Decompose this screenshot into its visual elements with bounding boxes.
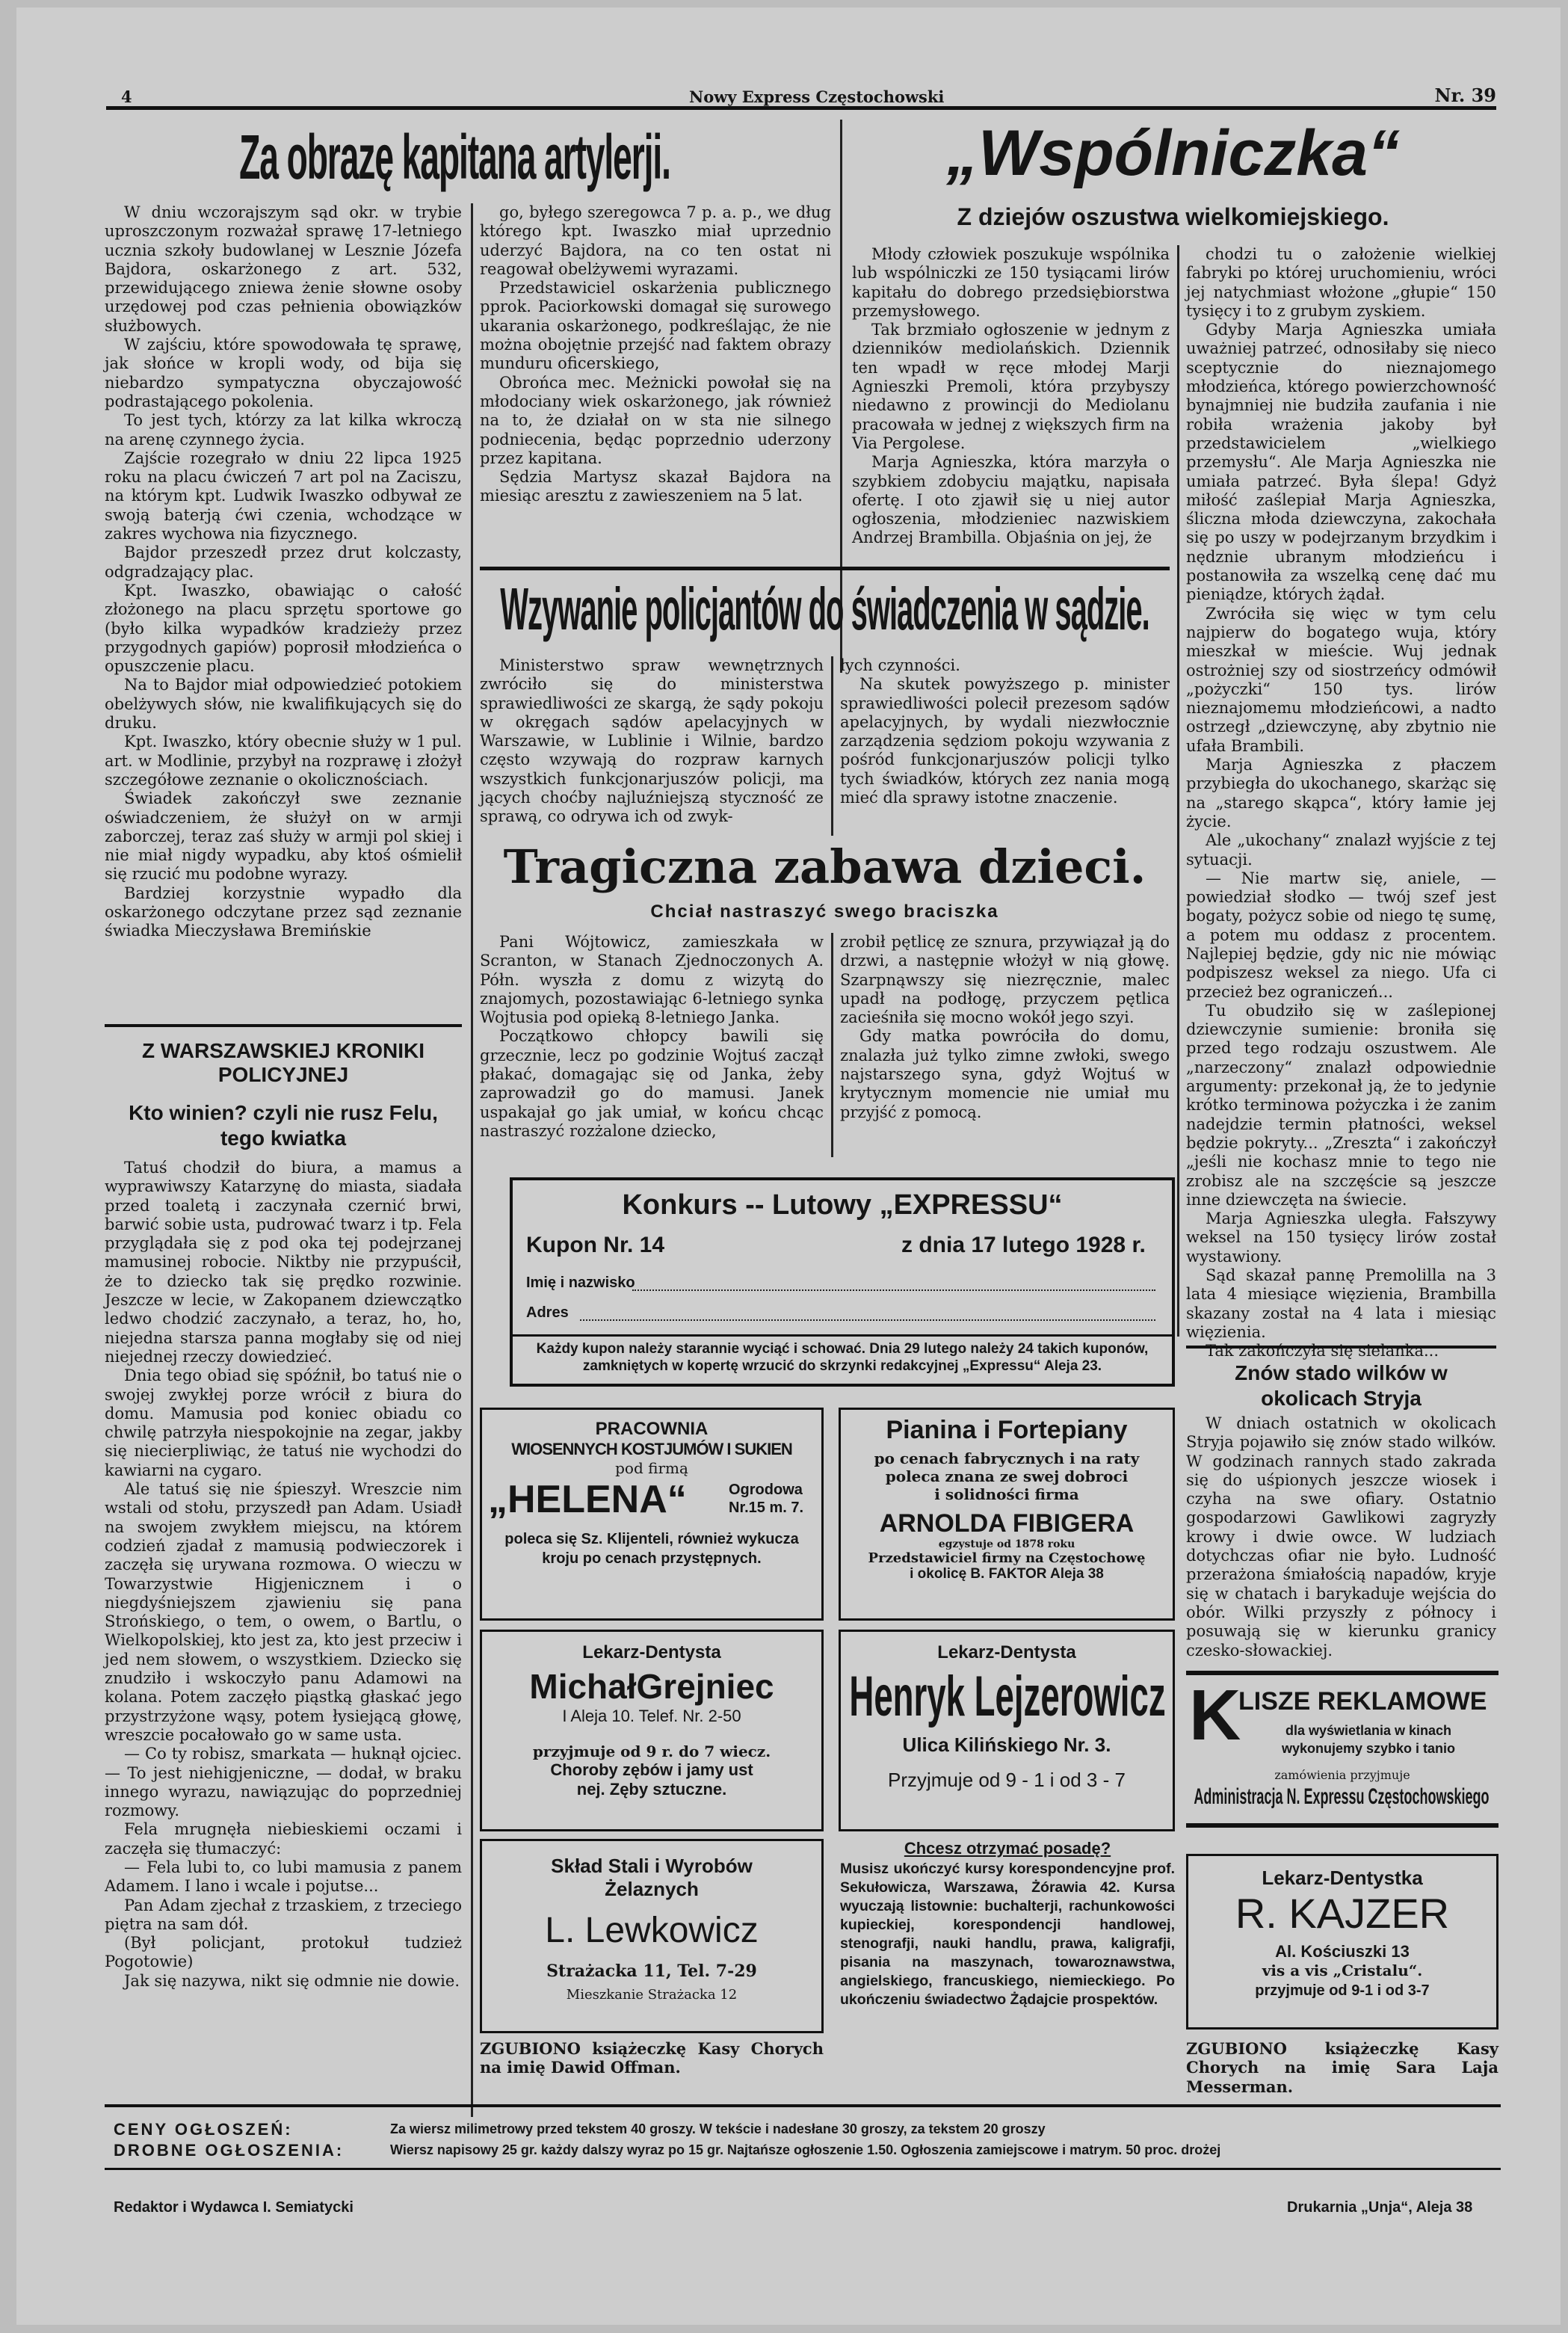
ad-pianina [839, 1408, 1175, 1621]
art5-headline: Tragiczna zabawa dzieci. [503, 839, 1146, 894]
paragraph: Ale „ukochany“ znalazł wyjście z tej sytuacji. [1186, 831, 1496, 869]
paragraph: Bardziej korzystnie wypadło dla oskarżonego odczytane przez sąd zeznanie świadka Mieczysława Bremińskie [105, 884, 462, 940]
ad-lejzerowicz [839, 1630, 1175, 1831]
ad-line: po cenach fabrycznych i na raty [874, 1449, 1140, 1467]
column-divider [1177, 245, 1179, 1337]
art5-column-2 [840, 933, 1170, 1122]
paragraph: Na to Bajdor miał odpowiedzieć potokiem obelżywych słów, nie kwalifikujących się do druku. [105, 676, 462, 733]
paragraph: Gdyby Marja Agnieszka umiała uważniej patrzeć, odnosiłaby się nieco sceptycznie do nieznajomego młodzieńca, którego powierzchowność bynajmniej nie budziła zaufania i nie robiła wrażenia jakoby był przedstawicielem „wielkiego przemysłu“. Ale Marja Agnieszka nie umiała patrzeć. Była ślepa! Gdyż miłość zaślepiał Marja Agnieszka, śliczna młoda dziewczyna, zakochała się po uszy w podejrzanym brzydkim i nędznie ubranym młodzieńcu i postanowiła za wszelką cenę dać mu pieniądze, których żądał. [1186, 321, 1496, 604]
paragraph: W dniu wczorajszym sąd okr. w trybie uproszczonym rozważał sprawę 17-letniego ucznia szkoły budowlanej w Lesznie Józefa Bajdora, oskarżonego z art. 532, przewidującego zniewa żenie słowne osoby urzędowej pod czas pełnienia obowiązków służbowych. [105, 203, 462, 335]
paragraph: chodzi tu o założenie wielkiej fabryki po której uruchomieniu, wróci jej natychmiast włożone „głupie“ 150 tysięcy i to z grubym zyskiem. [1186, 245, 1496, 320]
paragraph: Pani Wójtowicz, zamieszkała w Scranton, w Stanach Zjednoczonych A. Półn. wyszła z domu z wizytą do znajomych, pozostawiając 6-letniego synka Wojtusia pod opieką 8-letniego Janka. [480, 933, 824, 1027]
paragraph: Ministerstwo spraw wewnętrznych zwróciło się do ministerstwa sprawiedliwości ze skargą, że sądy pokoju w okręgach sądów apelacyjnych w Warszawie, w Lublinie i Wilnie, bardzo często wzywają do rozpraw karnych wszystkich funkcjonarjuszów policji, ma jących choćby najluźniejszą styczność ze sprawą, co odrywa ich od zwyk- [480, 656, 824, 826]
paragraph: Przedstawiciel oskarżenia publicznego pprok. Paciorkowski domagał się surowego ukarania oskarżonego, podkreślając, że nie można obojętnie przejść nad faktem obrazy munduru oficerskiego, [480, 279, 831, 373]
ad-address: Al. Kościuszki 13 [1275, 1942, 1410, 1961]
ad-line: Choroby zębów i jamy ust [550, 1760, 753, 1779]
art3-column-2 [1186, 245, 1496, 1361]
section-rule [105, 1024, 462, 1027]
art2-title: Z WARSZAWSKIEJ KRONIKI POLICYJNEJ [141, 1039, 425, 1086]
ad-hours: przyjmuje od 9 r. do 7 wiecz. [532, 1742, 771, 1760]
column-divider [831, 933, 833, 1157]
ad-line: WIOSENNYCH KOSTJUMÓW I SUKIEN [511, 1440, 792, 1458]
art5-subtitle: Chciał nastraszyć swego braciszka [650, 902, 999, 922]
ad-kajzer [1186, 1854, 1498, 2030]
paragraph: Kpt. Iwaszko, obawiając o całość złożonego na placu sprzętu sportowe go (było kilka wypadków kradzieży przez przygodnych gapiów) poprosił młodzieńca o opuszczenie placu. [105, 581, 462, 676]
ad-line: Żelaznych [605, 1878, 699, 1900]
art2-body [105, 1159, 462, 1991]
paragraph: — Fela lubi to, co lubi mamusia z panem Adamem. I lano i wcale i pojutse... [105, 1858, 462, 1896]
ad-body: Musisz ukończyć kursy korespondencyjne prof. Sekułowicza, Warszawa, Żórawia 42. Kursa wyuczają listownie: buchalterji, rachunkowości kupieckiej, korespondencji handlowej, stenografji, nauki handlu, prawa, kaligrafji, pisania na maszynach, towaroznawstwa, angielskiego, francuskiego, niemieckiego. Po ukończeniu świadectwo Żądajcie prospektów. [840, 1861, 1175, 2008]
paragraph: Dnia tego obiad się spóźnił, bo tatuś nie o swojej zwykłej porze wrócił z biura do domu. Mamusia pod koniec obiadu co chwilę patrzyła niespokojnie na zegar, jakby się niecierpliwiąc, że tatuś nie wychodzi do kawiarni na cygaro. [105, 1366, 462, 1479]
ad-line: vis a vis „Cristalu“. [1262, 1961, 1423, 1979]
paragraph: go, byłego szeregowca 7 p. a. p., we dług którego kpt. Iwaszko miał uprzednio uderzyć Bajdora, na co ten ostat ni reagował obelżywemi wyrazami. [480, 203, 831, 278]
art3-column-1 [852, 245, 1170, 548]
paragraph: Obrońca mec. Meżnicki powołał się na młodociany wiek oskarżonego, jak również na to, że działał on w sta nie silnego podniecenia, będąc poprzednio uderzony przez kapitana. [480, 373, 831, 467]
ad-name: L. Lewkowicz [545, 1911, 759, 1950]
ad-name: MichałGrejniec [529, 1667, 774, 1706]
ad-line: Lekarz-Dentysta [582, 1642, 721, 1662]
paragraph: (Był policjant, protokuł tudzież Pogotowie) [105, 1934, 462, 1971]
paragraph: łych czynności. [840, 656, 960, 674]
paragraph: Marja Agnieszka, która marzyła o szybkiem zdobyciu majątku, napisała ofertę. I oto zjawił się u niej autor ogłoszenia, młodzieniec nazwiskiem Andrzej Brambilla. Objaśnia on jej, że [852, 453, 1170, 547]
lost-notice: ZGUBIONO książeczkę Kasy Chorych na imię Dawid Offman. [480, 2039, 824, 2077]
coupon-number: Kupon Nr. 14 [526, 1233, 665, 1257]
ad-kursy [840, 1839, 1175, 2063]
paragraph: Tak zakończyła się sielanka... [1206, 1342, 1439, 1360]
paragraph: To jest tych, którzy za lat kilka wkroczą na arenę czynnego życia. [105, 411, 462, 449]
paragraph: Tu obudziło się w zaślepionej dziewczynie sumienie: broniła się przed tego rodzaju oszustwem. Ale „narzeczony“ znalazł odpowiednie argumenty: przekonał ją, że to jedynie krótko terminowa pożyczka i że zanim nadejdzie termin płatności, weksel będzie pokryty... „Zreszta“ i zakończył „jeśli nie kochasz mnie to tego nie zrobisz ale na szczęście są jeszcze inne dziewczęta na świecie. [1186, 1001, 1496, 1209]
coupon-note: Każdy kupon należy starannie wyciąć i schować. Dnia 29 lutego należy 24 takich kuponów, zamkniętych w kopertę wrzucić do skrzynki redakcyjnej „Expressu“ Aleja 23. [536, 1341, 1149, 1374]
paragraph: Tak brzmiało ogłoszenie w jednym z dzienników mediolańskich. Dziennik ten wpadł w ręce młodej Marji Agnieszki Premoli, która przybyszy niedawno z prowincji do Mediolanu pracowała w jednej z większych firm na Via Pergolese. [852, 321, 1170, 452]
ad-helena [480, 1408, 824, 1621]
ad-line: Przedstawiciel firmy na Częstochowę [868, 1550, 1146, 1566]
ad-address: I Aleja 10. Telef. Nr. 2-50 [562, 1707, 741, 1725]
paragraph: Ale tatuś się nie śpieszył. Wreszcie nim wstali od stołu, przyszedł pan Adam. Usiadł na swojem zwykłem miejscu, na którem codzień zjadał z mamusią podwieczorek i zaczęła się urywana rozmowa. O wieczu w Towarzystwie Higjenicznem i o niegdyśniejszem zjawieniu się pana Strońskiego, o tem, o owem, o Bartlu, o Wielkopolskiej, kto jest za, kto jest przeciw i jed nem słowem, o wszystkiem. Dziecko się znudziło i wskoczyło panu Adamowi na kolana. Potem zaczęło piąstką głaskać jego przystrzyżone wąsy, potem łysiejącą głowę, wreszcie pocałowało go w same usta. [105, 1480, 462, 1744]
ad-address: Nr.15 m. 7. [729, 1500, 804, 1516]
ad-address: Ulica Kilińskiego Nr. 3. [902, 1733, 1111, 1756]
paragraph: Gdy matka powróciła do domu, znalazła już tylko zimne zwłoki, swego najstarszego syna, gdyż Wojtuś w krytycznym momencie nie umiał mu przyjść z pomocą. [840, 1027, 1170, 1121]
art4-headline: Wzywanie policjantów do świadczenia w sądzie. [500, 576, 1149, 642]
ad-address: Ogrodowa [729, 1482, 803, 1498]
section-rule [480, 567, 1170, 570]
paragraph: Na skutek powyższego p. minister sprawiedliwości polecił prezesom sądów apelacyjnych, by wydali niezwłocznie zarządzenia sędziom pokoju wzywania z pośród funkcjonarjuszów policji tylko tych świadków, których zez nania mogą mieć dla sprawy istotne znaczenie. [840, 675, 1170, 807]
paragraph: Początkowo chłopcy bawili się grzecznie, lecz po godzinie Wojtuś zaczął płakać, domagając się od Janka, żeby zaprowadził go do mamusi. Janek uspakajał go jak umiał, w końcu chcąc nastraszyć rozżalone dziecko, [480, 1027, 824, 1140]
ad-hours: Przyjmuje od 9 - 1 i od 3 - 7 [888, 1769, 1126, 1791]
paragraph: — Nie martw się, aniele, — powiedział słodko — twój szef jest bogaty, pożycz sobie od niego tę sumę, a potem mu oddasz z procentem. Najlepiej będzie, gdy nic nie mówiąc podpiszesz weksel za niego. Ufa ci przecież bez ograniczeń... [1186, 869, 1496, 1001]
ad-title: Pianina i Fortepiany [886, 1416, 1128, 1444]
ad-line: Administracja N. Expressu Częstochowskiego [1194, 1784, 1490, 1809]
lost-notice: ZGUBIONO książeczkę Kasy Chorych na imię Sara Laja Messerman. [1186, 2039, 1498, 2096]
ad-line: i okolicę B. FAKTOR Aleja 38 [910, 1566, 1104, 1582]
paragraph: Fela mrugnęła niebieskiemi oczami i zaczęła się tłumaczyć: [105, 1820, 462, 1858]
ad-line: nej. Zęby sztuczne. [576, 1780, 727, 1799]
name-label: Imię i nazwisko [526, 1275, 635, 1291]
art4-column-2 [840, 656, 1170, 807]
section-rule [1186, 1346, 1496, 1349]
paragraph: Zajście rozegrało w dniu 22 lipca 1925 roku na placu ćwiczeń 7 art pol na Zaciszu, na którym kpt. Ludwik Iwaszko odbywał ze swoją baterją ćwi czenia, wchodzące w zakres wychowa nia fizycznego. [105, 449, 462, 543]
editor: Redaktor i Wydawca I. Semiatycki [114, 2199, 354, 2216]
ad-address: Strażacka 11, Tel. 7-29 [546, 1961, 757, 1981]
klisze-title: LISZE REKLAMOWE [1238, 1687, 1487, 1716]
ad-line: poleca się Sz. Klijenteli, również wykucza kroju po cenach przystępnych. [504, 1531, 799, 1567]
printer: Drukarnia „Unja“, Aleja 38 [1287, 2199, 1473, 2216]
art4-column-1 [480, 656, 824, 827]
ad-line: zamówienia przyjmuje [1274, 1768, 1410, 1782]
masthead-rule [106, 106, 1496, 110]
paragraph: Kpt. Iwaszko, który obecnie służy w 1 pul. art. w Modlinie, przybył na rozprawę i złożył szczegółowe zeznanie o okolicznościach. [105, 733, 462, 789]
coupon-date: z dnia 17 lutego 1928 r. [901, 1233, 1146, 1257]
name-line[interactable] [632, 1289, 1155, 1291]
ad-title: Chcesz otrzymać posadę? [904, 1839, 1111, 1858]
coupon-rule [513, 1334, 1172, 1337]
paragraph: W zajściu, które spowodowała tę sprawę, jak słońce w kropli wody, od bija się niebardzo sympatyczna obyczajowość podrastającego pokolenia. [105, 336, 462, 410]
issue-number: Nr. 39 [1434, 84, 1496, 106]
paragraph: Marja Agnieszka z płaczem przybiegła do ukochanego, skarżąc się na „starego skąpca“, który łamie jej życie. [1186, 756, 1496, 830]
paragraph: Marja Agnieszka uległa. Fałszywy weksel na 150 tysięcy lirów został wystawiony. [1186, 1209, 1496, 1266]
ad-name: ARNOLDA FIBIGERA [879, 1509, 1135, 1538]
paragraph: W dniach ostatnich w okolicach Stryja pojawiło się znów stado wilków. W godzinach rannych stado zakrada się do uśpionych jeszcze wiosek i czyha na swe ofiary. Ostatnio gospodarzowi Gawlikowi zagryzły krowy i dwie owce. W ludziach dotychczas ofiar nie było. Ludność przerażona śmiałością napadów, kryje się w chatach i barykaduje wejścia do obór. Wilki przyszły z północy i posuwają się w kierunku granicy czesko-słowackiej. [1186, 1414, 1496, 1659]
art6-body [1186, 1414, 1496, 1660]
ad-line: i solidności firma [934, 1485, 1079, 1503]
address-label: Adres [526, 1304, 569, 1321]
ad-name: R. KAJZER [1235, 1890, 1450, 1937]
ad-lewkowicz [480, 1839, 824, 2033]
paragraph: zrobił pętlicę ze sznura, przywiązał ją do drzwi, a następnie włożył w nią głowę. Szarpnąwszy się niezręcznie, malec upadł na podłogę, przyczem pętlica zacieśniła się mocno wokół jego szyi. [840, 933, 1170, 1027]
ad-line: Lekarz-Dentystka [1262, 1867, 1423, 1889]
prices-label: CENY OGŁOSZEŃ: [114, 2120, 293, 2139]
ad-hours: przyjmuje od 9-1 i od 3-7 [1255, 1982, 1430, 1999]
ad-line: pod firmą [615, 1459, 688, 1477]
newspaper-page [16, 7, 1561, 2325]
klisze-bottom-rule [1186, 1823, 1498, 1828]
ad-line: poleca znana ze swej dobroci [885, 1467, 1129, 1485]
footer-rule [105, 2168, 1501, 2170]
page-number: 4 [121, 87, 132, 106]
art3-subtitle: Z dziejów oszustwa wielkomiejskiego. [957, 203, 1389, 230]
paragraph: Bajdor przeszedł przez drut kolczasty, odgradzający plac. [105, 543, 462, 581]
ad-name: „HELENA“ [488, 1478, 687, 1521]
column-divider [831, 656, 833, 836]
paragraph: Pan Adam zjechał z trzaskiem, z trzeciego piętra na sam dół. [105, 1896, 462, 1933]
paragraph: Zwróciła się więc w tym celu najpierw do bogatego wuja, który mieszkał w mieście. Wuj jednak ostrożniej szy od siostrzeńcy odmówił „pożyczki“ 150 tys. lirów nieznajomemu młodzieńcowi, a nadto ostrzegł „dziewczynę, aby zbytnio nie ufała Brambili. [1186, 604, 1496, 755]
address-line[interactable] [580, 1319, 1155, 1321]
ad-line: dla wyświetlania w kinach [1285, 1723, 1452, 1738]
art1-column-2 [480, 203, 831, 506]
paragraph: Świadek zakończył swe zeznanie oświadczeniem, że służył on w armji zaborczej, teraz zaś służy w armji pol skiej i nie miał nigdy wypadku, aby ktoś ośmielił się rzucić mu podobne wyrazy. [105, 789, 462, 884]
art2-subtitle: Kto winien? czyli nie rusz Felu, tego kwiatka [129, 1101, 438, 1150]
klisze-initial: K [1189, 1675, 1241, 1755]
art1-headline: Za obrazę kapitana artylerji. [239, 122, 670, 192]
ad-line: wykonujemy szybko i tanio [1281, 1741, 1456, 1756]
ad-name: Henryk Lejzerowicz [849, 1665, 1166, 1728]
art5-column-1 [480, 933, 824, 1141]
paragraph: Jak się nazywa, nikt się odmnie nie dowie. [124, 1971, 460, 1990]
paper-name: Nowy Express Częstochowski [689, 87, 945, 106]
paragraph: Młody człowiek poszukuje wspólnika lub wspólniczki ze 150 tysiącami lirów kapitału do dobrego przedsiębiorstwa przemysłowego. [852, 245, 1170, 320]
paragraph: — Co ty robisz, smarkata — huknął ojciec. — To jest niehigjeniczne, — dodał, w braku innego wyrazu, nawiązując do poprzedniej rozmowy. [105, 1745, 462, 1820]
paragraph: Tatuś chodził do biura, a mamus a wyprawiwszy Katarzynę do miasta, siadała przed toaletą i zaczynała czernić brwi, barwić sobie usta, pudrować twarz i tp. Fela przyglądała się z pod oka tej podejrzanej mamusinej robocie. Niktby nie przypuścił, że to dziecko tak się prędko rozwinie. Jeszcze w lecie, w Zakopanem dziewczątko ledwo chodzić zaczynało, a teraz, ho, ho, niejedna starsza panna mogłaby się od niej niejednej rzeczy dowiedzieć. [105, 1159, 462, 1366]
coupon-title: Konkurs -- Lutowy „EXPRESSU“ [622, 1189, 1063, 1221]
small-ads-text: Wiersz napisowy 25 gr. każdy dalszy wyraz po 15 gr. Najtańsze ogłoszenie 1.50. Ogłoszenia zamiejscowe i matrym. 50 proc. drożej [390, 2142, 1221, 2157]
art1-column-1 [105, 203, 462, 941]
ad-line: egzystuje od 1878 roku [938, 1538, 1075, 1550]
paragraph: Sąd skazał pannę Premolilla na 3 lata 4 miesiące więzienia, Brambilla skazany został na 4 lata i miesiąc więzienia. [1186, 1266, 1496, 1341]
masthead [121, 78, 1496, 108]
paragraph: Sędzia Martysz skazał Bajdora na miesiąc aresztu z zawieszeniem na 5 lat. [480, 468, 831, 505]
prices-text: Za wiersz milimetrowy przed tekstem 40 groszy. W tekście i nadesłane 30 groszy, za tekstem 20 groszy [390, 2121, 1046, 2136]
ad-klisze [1186, 1671, 1498, 1843]
column-divider [471, 203, 473, 2117]
footer-rule [105, 2104, 1501, 2107]
ad-line: Skład Stali i Wyrobów [551, 1855, 753, 1877]
ad-line: Mieszkanie Strażacka 12 [566, 1987, 738, 2003]
art3-headline: „Wspólniczka“ [946, 117, 1400, 189]
coupon-box [510, 1177, 1175, 1387]
small-ads-label: DROBNE OGŁOSZENIA: [114, 2141, 345, 2160]
art6-headline: Znów stado wilków w okolicach Stryja [1235, 1361, 1448, 1410]
ad-line: PRACOWNIA [595, 1419, 709, 1439]
ad-grejniec [480, 1630, 824, 1831]
ad-line: Lekarz-Dentysta [937, 1642, 1076, 1662]
